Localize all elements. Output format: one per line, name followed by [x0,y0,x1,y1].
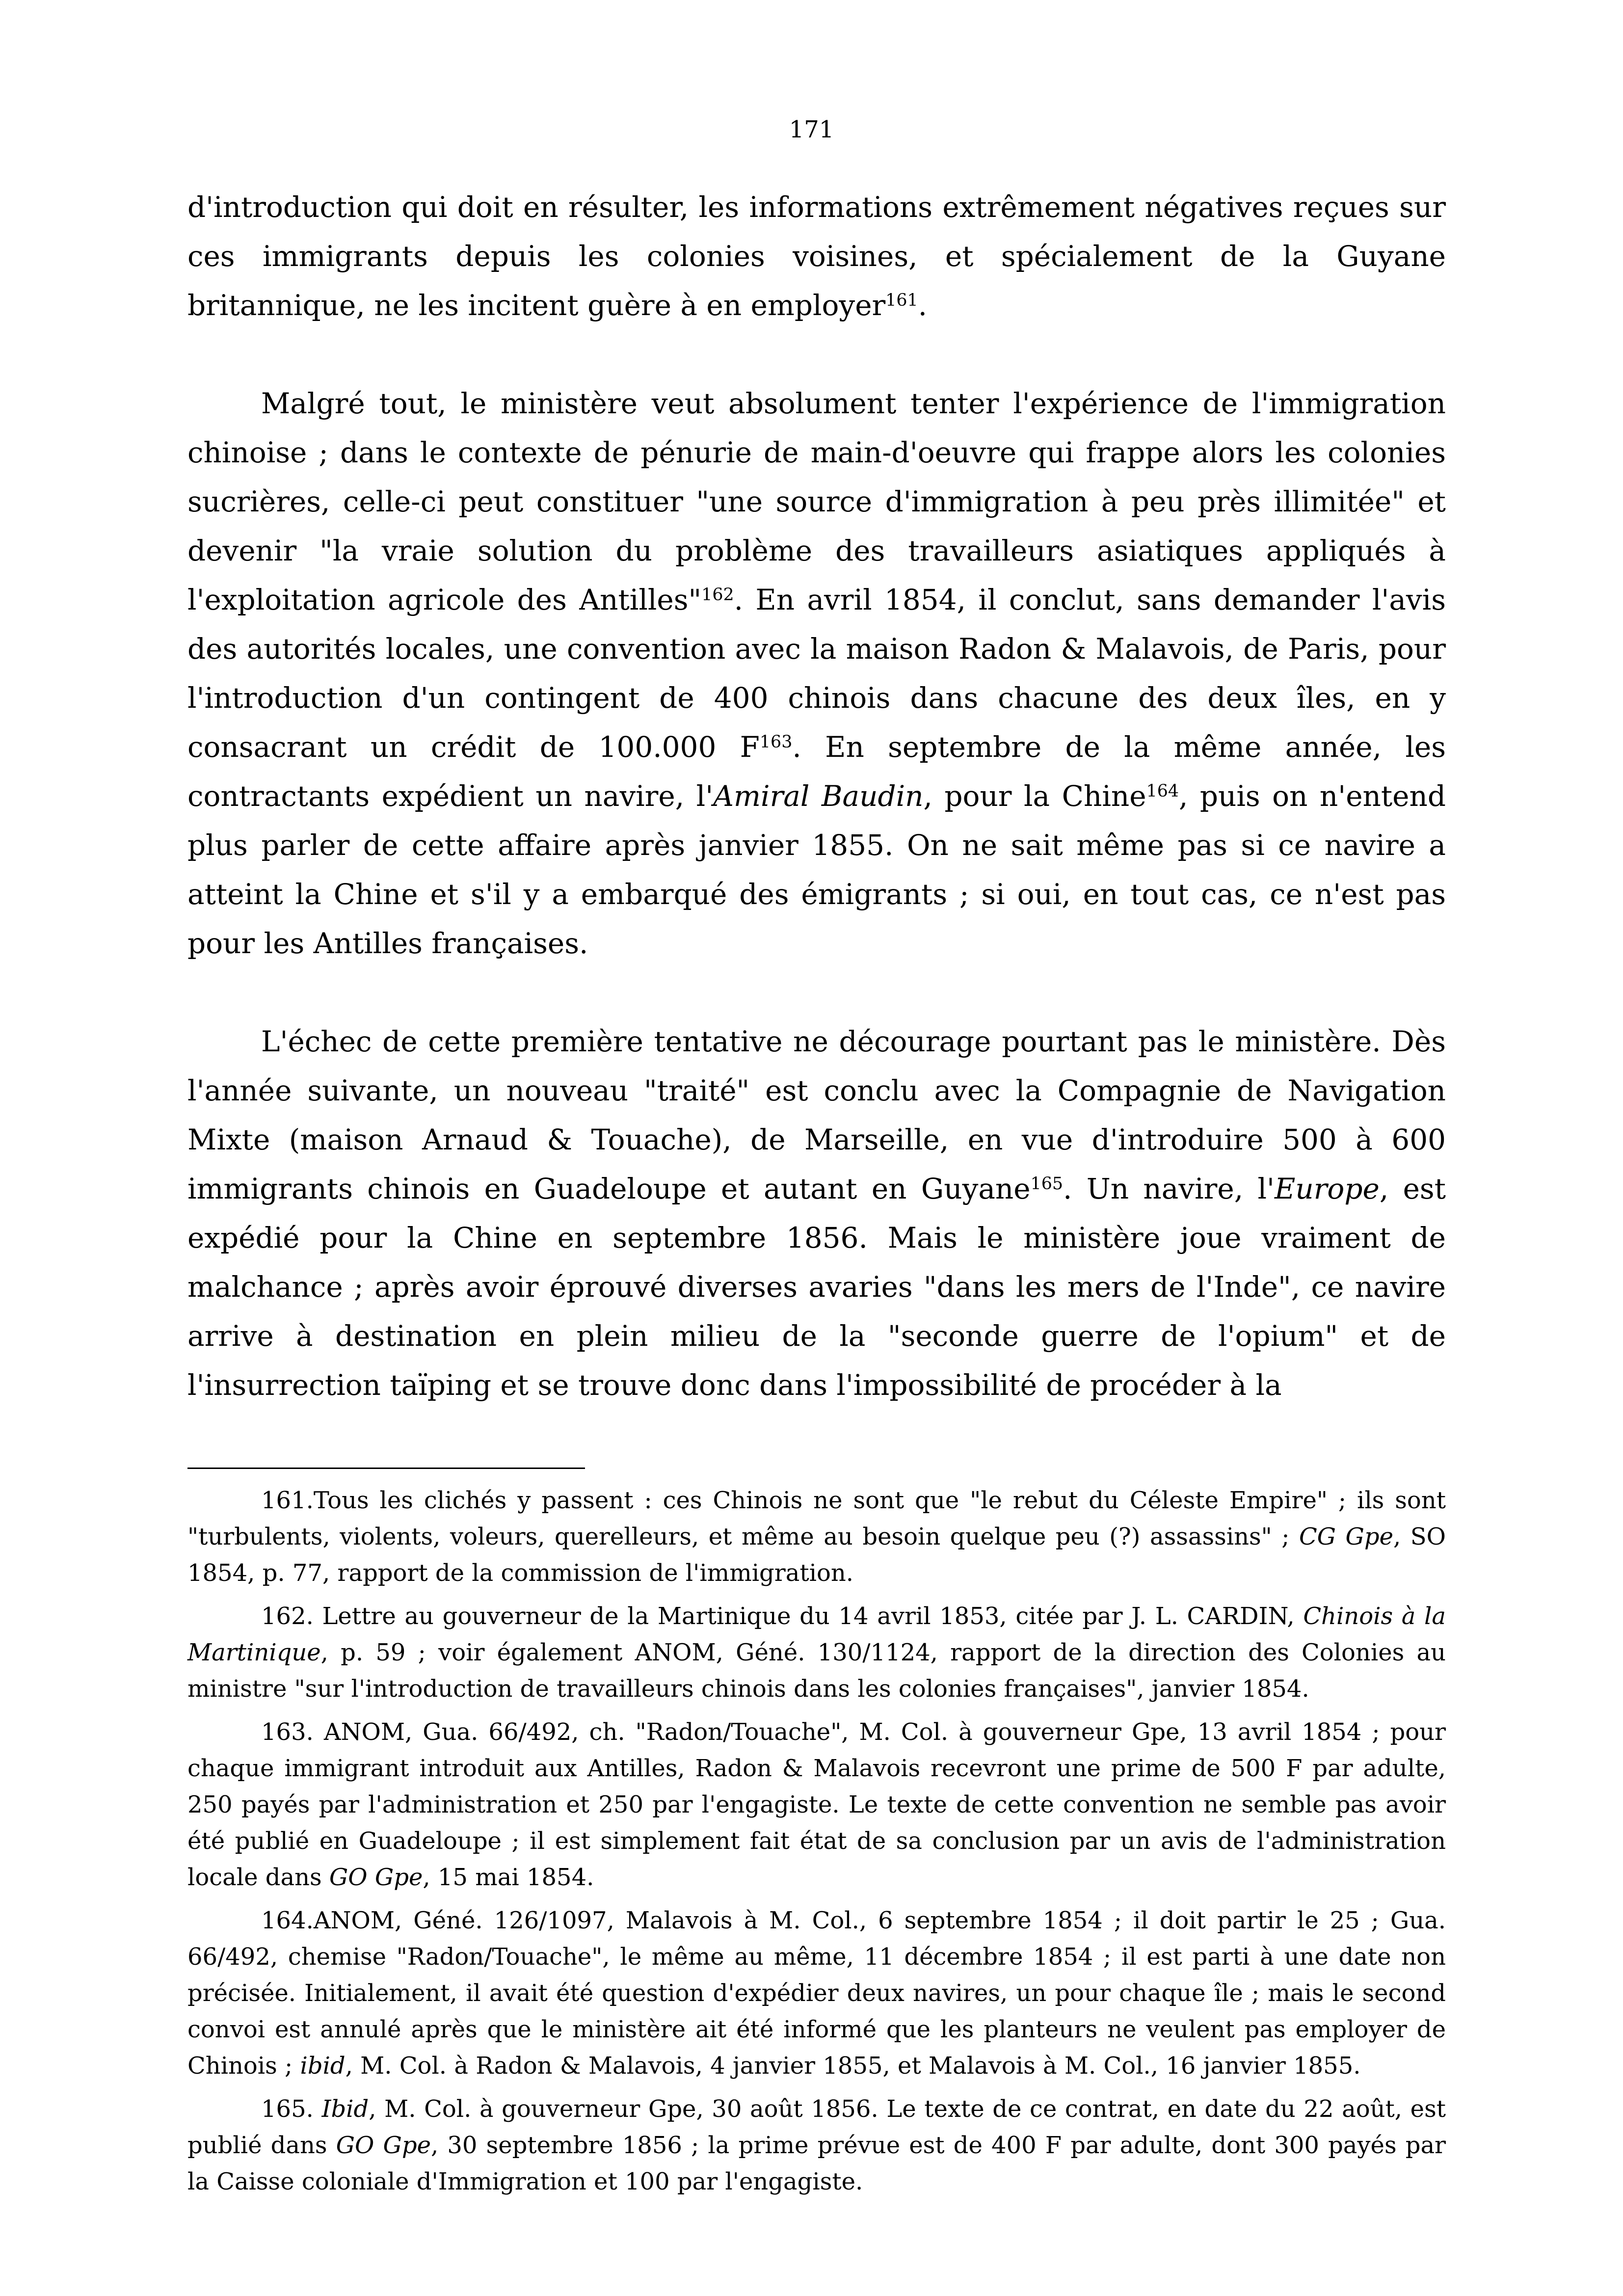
text-run: . En septembre de la même année, les contractants expédient un navire, l' [187,730,1446,813]
text-run: . [918,289,928,322]
paragraph [187,1017,1446,1410]
text-run: 165. [261,2095,322,2123]
text-run: , M. Col. à gouverneur Gpe, 30 août 1856. Le texte de ce contrat, en date du 22 août, est publié dans [187,2095,1446,2159]
footnote-ref: 161 [885,290,918,310]
paragraph [187,379,1446,968]
italic-text: ibid [300,2052,346,2080]
italic-text: Ibid [321,2095,369,2123]
text-run: , 30 septembre 1856 ; la prime prévue est de 400 F par adulte, dont 300 payés par la Caisse coloniale d'Immigration et 100 par l'engagiste. [187,2132,1446,2195]
italic-text: Amiral Baudin [713,779,924,813]
footnote-ref: 162 [701,585,734,605]
footnote [187,1482,1446,1591]
text-run: 164.ANOM, Géné. 126/1097, Malavois à M. Col., 6 septembre 1854 ; il doit partir le 25 ; Gua. 66/492, chemise "Radon/Touache", le même au même, 11 décembre 1854 ; il est parti à une date non précisée. Initialement, il avait été question d'expédier deux navires, un pour chaque île ; mais le second convoi est annulé après que le ministère ait été informé que les planteurs ne veulent pas employer de Chinois ; [187,1907,1446,2080]
text-run: . Un navire, l' [1063,1172,1275,1205]
text-run: , est expédié pour la Chine en septembre 1856. Mais le ministère joue vraiment de malchance ; après avoir éprouvé diverses avaries "dans les mers de l'Inde", ce navire arrive à destination en plein milieu de la "seconde guerre de l'opium" et de l'insurrection taïping et se trouve donc dans l'impossibilité de procéder à la [187,1172,1446,1402]
text-run: Malgré tout, le ministère veut absolument tenter l'expérience de l'immigration chinoise ; dans le contexte de pénurie de main-d'oeuvre qui frappe alors les colonies sucrières, celle-ci peut constituer "une source d'immigration à peu près illimitée" et devenir "la vraie solution du problème des travailleurs asiatiques appliqués à l'exploitation agricole des Antilles" [187,387,1446,616]
footnote [187,1598,1446,1707]
footnote-ref: 164 [1146,781,1179,801]
text-run: , M. Col. à Radon & Malavois, 4 janvier 1855, et Malavois à M. Col., 16 janvier 1855. [345,2052,1361,2080]
footnote [187,1714,1446,1896]
text-run: 163. ANOM, Gua. 66/492, ch. "Radon/Touache", M. Col. à gouverneur Gpe, 13 avril 1854 ; pour chaque immigrant introduit aux Antilles, Radon & Malavois recevront une prime de 500 F par adulte, 250 payés par l'administration et 250 par l'engagiste. Le texte de cette convention ne semble pas avoir été publié en Guadeloupe ; il est simplement fait état de sa conclusion par un avis de l'administration locale dans [187,1718,1446,1891]
text-run: , pour la Chine [923,779,1146,813]
italic-text: GO Gpe [329,1864,423,1891]
footnote [187,2091,1446,2200]
text-run: , puis on n'entend plus parler de cette affaire après janvier 1855. On ne sait même pas si ce navire a atteint la Chine et s'il y a embarqué des émigrants ; si oui, en tout cas, ce n'est pas pour les Antilles françaises. [187,779,1446,960]
text-run: 162. Lettre au gouverneur de la Martinique du 14 avril 1853, citée par J. L. CARDIN, [261,1602,1304,1630]
text-run: L'échec de cette première tentative ne décourage pourtant pas le ministère. Dès l'année suivante, un nouveau "traité" est conclu avec la Compagnie de Navigation Mixte (maison Arnaud & Touache), de Marseille, en vue d'introduire 500 à 600 immigrants chinois en Guadeloupe et autant en Guyane [187,1025,1446,1205]
footnote-separator [187,1468,585,1469]
body-text [187,183,1446,1410]
text-run: 161.Tous les clichés y passent : ces Chinois ne sont que "le rebut du Céleste Empire" ; ils sont "turbulents, violents, voleurs, querelleurs, et même au besoin quelque peu (?) assassins" ; [187,1487,1446,1550]
text-run: , p. 59 ; voir également ANOM, Géné. 130/1124, rapport de la direction des Colonies au ministre "sur l'introduction de travailleurs chinois dans les colonies françaises", janvier 1854. [187,1639,1446,1703]
italic-text: GO Gpe [336,2132,431,2159]
text-run: , SO 1854, p. 77, rapport de la commission de l'immigration. [187,1523,1446,1587]
footnotes [187,1482,1446,2207]
footnote-ref: 163 [759,732,793,752]
italic-text: Europe [1275,1172,1380,1205]
italic-text: Chinois à la Martinique [187,1602,1446,1666]
footnote [187,1902,1446,2084]
footnote-ref: 165 [1030,1174,1064,1194]
page-number: 171 [789,116,834,143]
text-run: . En avril 1854, il conclut, sans demander l'avis des autorités locales, une convention avec la maison Radon & Malavois, de Paris, pour l'introduction d'un contingent de 400 chinois dans chacune des deux îles, en y consacrant un crédit de 100.000 F [187,583,1446,764]
italic-text: CG Gpe [1299,1523,1393,1550]
paragraph [187,183,1446,330]
text-run: , 15 mai 1854. [423,1864,594,1891]
text-run: d'introduction qui doit en résulter, les informations extrêmement négatives reçues sur ces immigrants depuis les colonies voisines, et spécialement de la Guyane britannique, ne les incitent guère à en employer [187,190,1446,322]
